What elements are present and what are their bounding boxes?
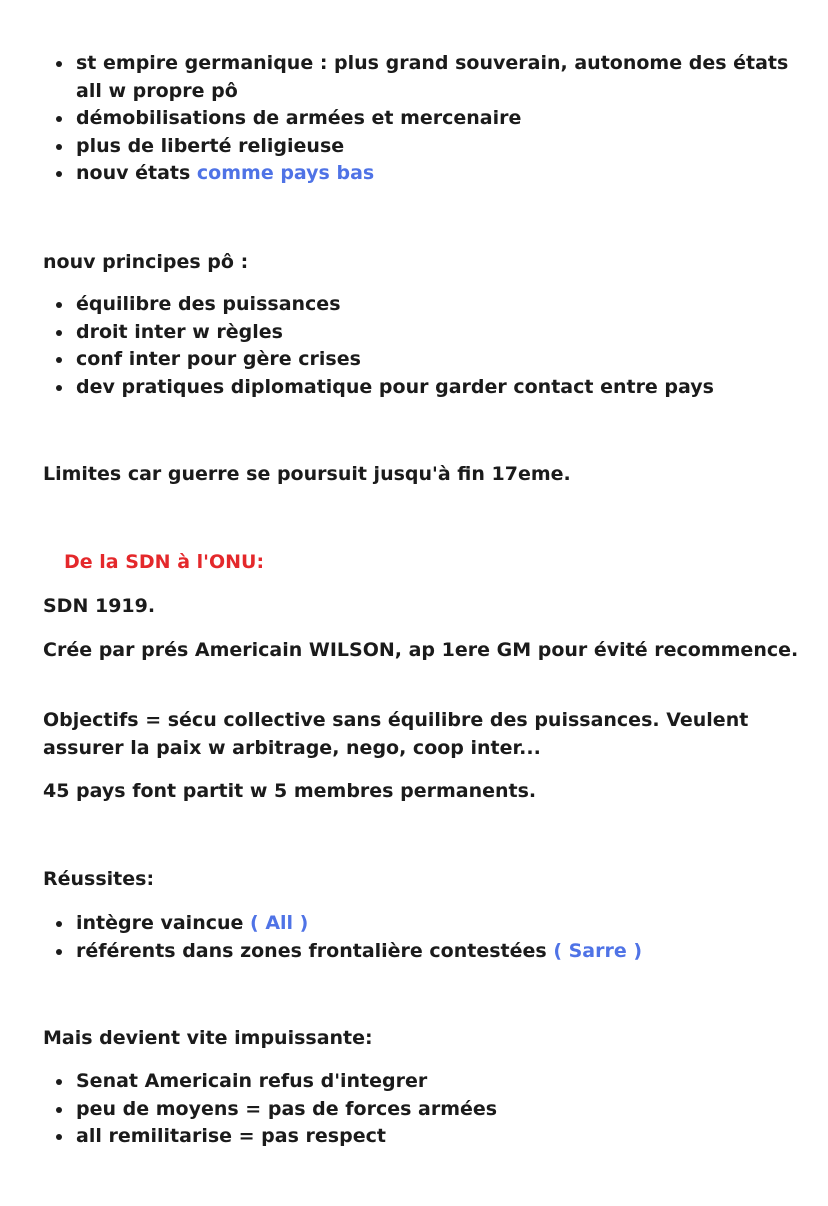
section1-list bbox=[43, 50, 808, 188]
sdn-year: SDN 1919. bbox=[43, 595, 156, 617]
sdn-creation: Crée par prés Americain WILSON, ap 1ere GM pour évité recommence. bbox=[43, 639, 799, 661]
list-item: plus de liberté religieuse bbox=[43, 133, 808, 161]
highlight-text: ( All ) bbox=[250, 912, 309, 934]
list-item: Senat Americain refus d'integrer bbox=[43, 1068, 808, 1096]
reussites-list bbox=[43, 910, 808, 965]
highlight-text: comme pays bas bbox=[196, 162, 375, 184]
sdn-heading: De la SDN à l'ONU: bbox=[64, 551, 265, 573]
reussites-heading: Réussites: bbox=[43, 868, 155, 890]
impuissante-list bbox=[43, 1068, 808, 1151]
section1 bbox=[43, 50, 808, 188]
sdn-members: 45 pays font partit w 5 membres permanents. bbox=[43, 780, 537, 802]
list-item: conf inter pour gère crises bbox=[43, 346, 808, 374]
limites-paragraph: Limites car guerre se poursuit jusqu'à fin 17eme. bbox=[43, 463, 571, 485]
list-item: référents dans zones frontalière contestées ( Sarre ) bbox=[43, 938, 808, 966]
list-item: intègre vaincue ( All ) bbox=[43, 910, 808, 938]
principes-heading: nouv principes pô : bbox=[43, 251, 249, 273]
list-item: st empire germanique : plus grand souverain, autonome des états all w propre pô bbox=[43, 50, 808, 105]
principes-list bbox=[43, 291, 808, 401]
list-item: dev pratiques diplomatique pour garder contact entre pays bbox=[43, 374, 808, 402]
list-item: droit inter w règles bbox=[43, 319, 808, 347]
highlight-text: ( Sarre ) bbox=[553, 939, 643, 962]
impuissante-heading: Mais devient vite impuissante: bbox=[43, 1027, 373, 1049]
list-item: peu de moyens = pas de forces armées bbox=[43, 1096, 808, 1124]
reussites-section bbox=[43, 910, 808, 965]
list-item: nouv états comme pays bas bbox=[43, 160, 808, 188]
sdn-objectifs: Objectifs = sécu collective sans équilibre des puissances. Veulent assurer la paix w arbitrage, nego, coop inter... bbox=[43, 709, 749, 759]
list-item: équilibre des puissances bbox=[43, 291, 808, 319]
list-item: all remilitarise = pas respect bbox=[43, 1123, 808, 1151]
principes-section bbox=[43, 291, 808, 401]
list-item: démobilisations de armées et mercenaire bbox=[43, 105, 808, 133]
impuissante-section bbox=[43, 1068, 808, 1151]
